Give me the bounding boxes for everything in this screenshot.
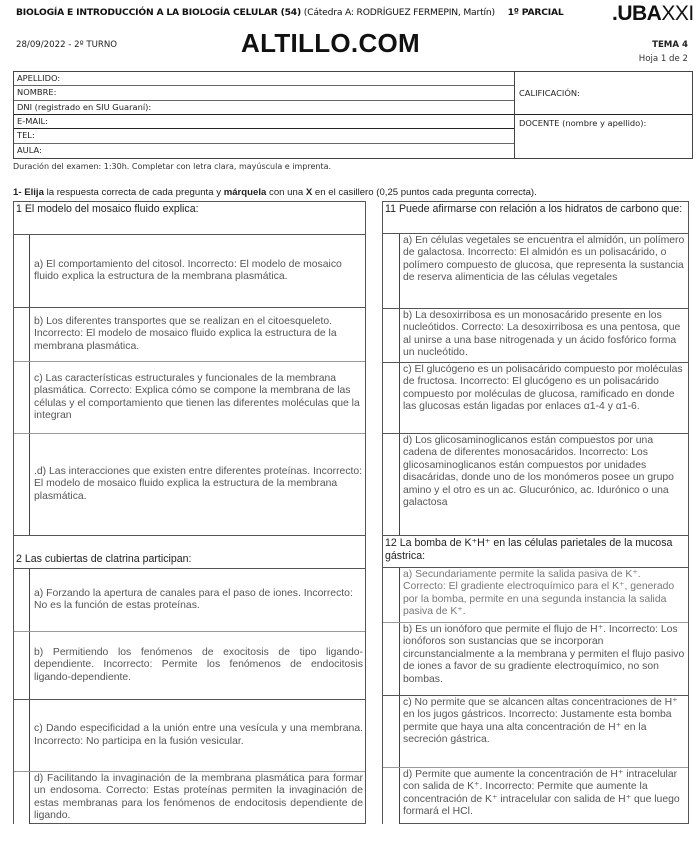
course-title: BIOLOGÍA E INTRODUCCIÓN A LA BIOLOGÍA CELULAR (54) bbox=[16, 7, 301, 18]
field-docente[interactable]: DOCENTE (nombre y apellido): bbox=[519, 118, 647, 128]
watermark-title: ALTILLO.COM bbox=[241, 28, 421, 58]
option-text: d) Permite que aumente la concentración de H⁺ intracelular con salida de K⁺. Incorrecto: Permite que aumente la concentración de K⁺ intracelular con salida de H⁺ que luego formará el HCl. bbox=[403, 769, 680, 818]
answer-checkbox[interactable] bbox=[383, 696, 400, 767]
question-11-option-a bbox=[383, 234, 688, 309]
question-2-option-d bbox=[14, 772, 365, 824]
instr-elija: Elija bbox=[24, 187, 44, 198]
option-text: d) Los glicosaminoglicanos están compuestos por una cadena de diferentes monosacáridos. Incorrecto: Los glicosaminoglicanos están compuestos por unidades disacáridas, donde uno de los monómeros posee un grupo amino y el otro es un ac. Glucurónico, ac. Idurónico o una galactosa bbox=[403, 435, 674, 509]
instr-marquela: márquela bbox=[223, 187, 267, 198]
answer-checkbox[interactable] bbox=[383, 568, 400, 622]
instructions bbox=[13, 187, 537, 198]
question-11-title: 11 Puede afirmarse con relación a los hidratos de carbono que: bbox=[383, 202, 688, 234]
option-text: a) Secundariamente permite la salida pasiva de K⁺. Correcto: El gradiente electroquímico para el K⁺, generado por la bomba, permite en una segunda instancia la salida pasiva de K⁺. bbox=[403, 569, 675, 618]
answer-checkbox[interactable] bbox=[383, 623, 400, 695]
answer-checkbox[interactable] bbox=[14, 434, 30, 535]
uba-xxi-logo bbox=[612, 2, 694, 26]
question-2-option-a bbox=[14, 569, 365, 632]
logo-thin: XXI bbox=[661, 2, 694, 25]
question-1-option-c bbox=[14, 362, 365, 434]
student-info-form bbox=[13, 71, 693, 159]
question-1-option-d bbox=[14, 434, 365, 536]
field-nombre[interactable]: NOMBRE: bbox=[14, 86, 514, 100]
question-2-title-text: 2 Las cubiertas de clatrina participan: bbox=[16, 553, 192, 565]
option-text: c) El glucógeno es un polisacárido compuesto por moléculas de fructosa. Incorrecto: El glucógeno es un polisacárido compuesto por moléculas de glucosa, ramificado en donde las glucosas están ligadas por enlaces α1-4 y α1-6. bbox=[403, 364, 683, 413]
instr-text-2: con una bbox=[269, 187, 304, 198]
option-text: c) Dando especificidad a la unión entre una vesícula y una membrana. Incorrecto: No participa en la fusión vesicular. bbox=[34, 723, 363, 747]
answer-checkbox[interactable] bbox=[383, 234, 400, 308]
question-12-option-d bbox=[383, 768, 688, 824]
option-text: a) El comportamiento del citosol. Incorrecto: El modelo de mosaico fluido explica la estructura de la membrana plasmática. bbox=[34, 258, 342, 282]
grading-fields bbox=[515, 72, 692, 158]
option-text: d) Facilitando la invaginación de la membrana plasmática para formar un endosoma. Correcto: Estas proteínas permiten la invaginación de estas membranas para los fenómenos de endocitosis dependiente de ligando. bbox=[34, 773, 363, 822]
question-11-option-d bbox=[383, 434, 688, 536]
option-text: c) Las características estructurales y funcionales de la membrana plasmática. Correcto: Explica cómo se compone la membrana de las células y el comportamiento que tienen las diferentes moléculas que la integran bbox=[34, 372, 360, 421]
answer-checkbox[interactable] bbox=[14, 308, 30, 361]
answer-checkbox[interactable] bbox=[14, 772, 30, 824]
field-aula[interactable]: AULA: bbox=[17, 144, 42, 155]
instr-text-1: la respuesta correcta de cada pregunta y bbox=[46, 187, 222, 198]
option-text: b) Es un ionóforo que permite el flujo de H⁺. Incorrecto: Los ionóforos son sustancias que se incorporan circunstancialmente a la membrana y permiten el flujo pasivo de iones a favor de su gradiente electroquímico, no son bombas. bbox=[403, 624, 685, 685]
answer-checkbox[interactable] bbox=[383, 768, 400, 824]
duration-note: Duración del examen: 1:30h. Completar con letra clara, mayúscula e imprenta. bbox=[13, 162, 332, 171]
question-1-option-b bbox=[14, 308, 365, 362]
field-email[interactable]: E-MAIL: bbox=[14, 115, 514, 129]
instr-text-3: en el casillero (0,25 puntos cada pregunta correcta). bbox=[314, 187, 537, 198]
field-tel[interactable]: TEL: bbox=[14, 129, 514, 143]
question-12-option-b bbox=[383, 623, 688, 696]
question-2-option-b bbox=[14, 632, 365, 700]
answer-checkbox[interactable] bbox=[14, 632, 30, 699]
page-indicator: Hoja 1 de 2 bbox=[638, 54, 688, 64]
question-table-right bbox=[382, 201, 689, 824]
answer-checkbox[interactable] bbox=[14, 569, 30, 631]
answer-checkbox[interactable] bbox=[14, 700, 30, 771]
answer-checkbox[interactable] bbox=[14, 235, 30, 307]
question-1-title: 1 El modelo del mosaico fluido explica: bbox=[14, 202, 365, 235]
option-text: a) Forzando la apertura de canales para el paso de iones. Incorrecto: No es la función de estas proteínas. bbox=[34, 587, 353, 611]
instr-num: 1- bbox=[13, 187, 22, 198]
field-apellido[interactable]: APELLIDO: bbox=[14, 72, 514, 86]
question-2-option-c bbox=[14, 700, 365, 772]
answer-checkbox[interactable] bbox=[383, 363, 400, 433]
question-12-title: 12 La bomba de K⁺H⁺ en las células parietales de la mucosa gástrica: bbox=[383, 536, 688, 568]
exam-type: 1º PARCIAL bbox=[507, 7, 564, 18]
logo-bold: .UBA bbox=[612, 2, 662, 25]
student-fields bbox=[14, 72, 515, 158]
catedra: (Cátedra A: RODRÍGUEZ FERMEPIN, Martín) bbox=[303, 7, 495, 18]
option-text: b) Los diferentes transportes que se realizan en el citoesqueleto. Incorrecto: El modelo de mosaico fluido explica la estructura de la membrana plasmática. bbox=[34, 315, 337, 352]
option-text: a) En células vegetales se encuentra el almidón, un polímero de galactosa. Incorrecto: El almidón es un polisacárido, o polímero compuesto de glucosa, que representa la sustancia de reserva alimenticia de las células vegetales bbox=[403, 235, 685, 284]
exam-date: 28/09/2022 - 2º TURNO bbox=[16, 40, 118, 50]
question-1-option-a bbox=[14, 235, 365, 308]
question-12-option-a bbox=[383, 568, 688, 623]
option-text: .d) Las interacciones que existen entre diferentes proteínas. Incorrecto: El modelo de mosaico fluido explica la estructura de la membrana plasmática. bbox=[34, 465, 363, 502]
instr-x: X bbox=[305, 187, 313, 198]
field-calificacion[interactable]: CALIFICACIÓN: bbox=[515, 72, 692, 115]
question-12-option-c bbox=[383, 696, 688, 768]
question-table-left bbox=[13, 201, 366, 824]
answer-checkbox[interactable] bbox=[383, 434, 400, 535]
course-header bbox=[16, 7, 564, 18]
question-11-option-b bbox=[383, 309, 688, 363]
option-text: c) No permite que se alcancen altas concentraciones de H⁺ en los jugos gástricos. Incorrecto: Justamente esta bomba permite que haya una alta concentración de H⁺ en la secreción gástrica. bbox=[403, 697, 678, 746]
question-2-title bbox=[14, 536, 365, 569]
tema-label: TEMA 4 bbox=[652, 40, 688, 50]
question-11-option-c bbox=[383, 363, 688, 434]
option-text: b) La desoxirribosa es un monosacárido presente en los nucleótidos. Correcto: La desoxirribosa es una pentosa, que al unirse a una base nitrogenada y un ácido fosfórico forma un nucleótido. bbox=[403, 310, 681, 359]
answer-checkbox[interactable] bbox=[14, 362, 30, 433]
field-dni[interactable]: DNI (registrado en SIU Guaraní): bbox=[14, 101, 514, 115]
answer-checkbox[interactable] bbox=[383, 309, 400, 362]
option-text: b) Permitiendo los fenómenos de exocitosis de tipo ligando-dependiente. Incorrecto: Permite los fenómenos de endocitosis ligando-dependiente. bbox=[34, 646, 363, 683]
